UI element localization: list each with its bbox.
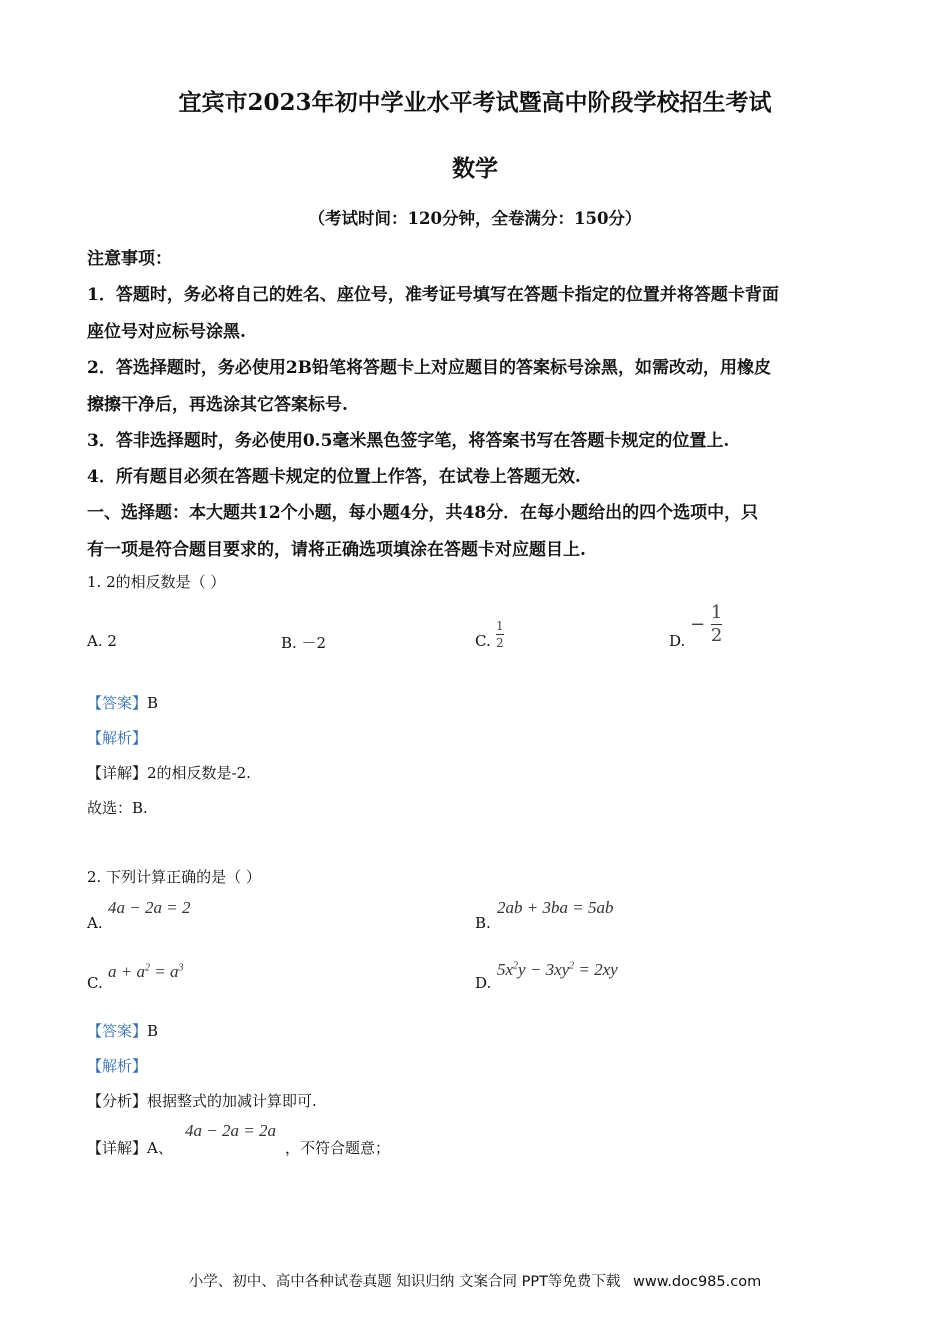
question-1-stem: 1. 2的相反数是（ ） <box>87 573 226 591</box>
q1-option-c-label: C. <box>475 632 491 650</box>
q2-option-c-expression: $a + a^2 = a^3$ <box>108 962 184 981</box>
exam-info: （考试时间：120分钟，全卷满分：150分） <box>308 209 642 228</box>
footer-url[interactable]: www.doc985.com <box>633 1274 762 1290</box>
analysis-text: 根据整式的加减计算即可. <box>147 1092 317 1110</box>
q1-analysis-tag: 【解析】 <box>87 729 148 747</box>
q2-option-c-label: C. <box>87 974 103 992</box>
q1-option-d-fraction <box>690 604 722 645</box>
section-heading: 有一项是符合题目要求的，请将正确选项填涂在答题卡对应题目上. <box>87 540 586 560</box>
answer-value: B <box>147 1022 159 1040</box>
q1-option-a: A. 2 <box>87 632 117 650</box>
minus-sign: − <box>690 614 706 635</box>
detail-tag: 【详解】 <box>87 764 148 782</box>
fraction-denominator: 2 <box>496 636 504 650</box>
q1-conclusion: 故选：B. <box>87 799 148 817</box>
q2-option-b-label: B. <box>475 914 491 932</box>
q2-analysis <box>87 1090 317 1111</box>
footer-text: 小学、初中、高中各种试卷真题 知识归纳 文案合同 PPT等免费下载 <box>188 1274 621 1290</box>
detail-tag: 【详解】 <box>87 1139 148 1157</box>
q1-answer <box>87 692 158 713</box>
fraction-bar <box>496 634 504 635</box>
q1-option-c-fraction <box>496 620 504 649</box>
note-line: 座位号对应标号涂黑. <box>87 322 246 342</box>
detail-text: 2的相反数是-2. <box>147 764 251 782</box>
note-line: 擦擦干净后，再选涂其它答案标号. <box>87 395 348 415</box>
fraction-numerator: 1 <box>496 619 504 633</box>
q2-option-d-expression: $5x^2y - 3xy^2 = 2xy$ <box>497 960 618 979</box>
fraction-numerator: 1 <box>710 602 723 623</box>
analysis-label: 【分析】 <box>87 1092 148 1110</box>
page-footer <box>0 1270 950 1291</box>
answer-tag: 【答案】 <box>87 694 148 712</box>
section-heading: 一、选择题：本大题共12个小题，每小题4分，共48分．在每小题给出的四个选项中，只 <box>87 503 759 523</box>
q1-option-d-label: D. <box>669 632 686 650</box>
note-line: 4．所有题目必须在答题卡规定的位置上作答，在试卷上答题无效. <box>87 467 581 487</box>
answer-value: B <box>147 694 159 712</box>
q1-detail <box>87 762 251 783</box>
q2-detail-expression: 4a − 2a = 2a <box>185 1121 276 1140</box>
fraction-denominator: 2 <box>710 625 723 646</box>
note-line: 1．答题时，务必将自己的姓名、座位号，准考证号填写在答题卡指定的位置并将答题卡背面 <box>87 285 779 305</box>
note-line: 3．答非选择题时，务必使用0.5毫米黑色签字笔，将答案书写在答题卡规定的位置上. <box>87 431 730 451</box>
q1-option-b: B. －2 <box>281 634 327 652</box>
detail-prefix: A、 <box>147 1139 173 1157</box>
q2-analysis-tag: 【解析】 <box>87 1057 148 1075</box>
q2-answer <box>87 1020 158 1041</box>
subject-title: 数学 <box>452 155 498 182</box>
note-line: 2．答选择题时，务必使用2B铅笔将答题卡上对应题目的答案标号涂黑，如需改动，用橡皮 <box>87 358 772 378</box>
q2-option-b-expression: 2ab + 3ba = 5ab <box>497 898 614 917</box>
question-2-stem: 2. 下列计算正确的是（ ） <box>87 868 261 886</box>
notes-heading: 注意事项： <box>87 249 172 269</box>
q2-detail-suffix: ，不符合题意； <box>285 1139 391 1157</box>
answer-tag: 【答案】 <box>87 1022 148 1040</box>
q2-option-a-expression: 4a − 2a = 2 <box>108 898 191 917</box>
q2-detail <box>87 1137 173 1158</box>
q2-option-d-label: D. <box>475 974 492 992</box>
q2-option-a-label: A. <box>87 914 103 932</box>
exam-title: 宜宾市2023年初中学业水平考试暨高中阶段学校招生考试 <box>178 89 772 116</box>
